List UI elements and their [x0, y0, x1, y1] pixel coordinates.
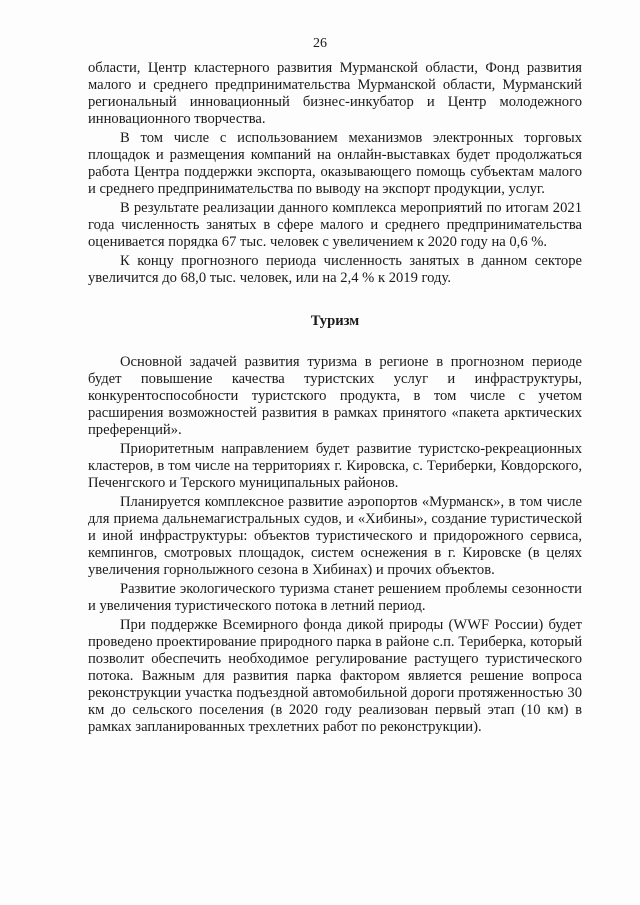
paragraph: В результате реализации данного комплекса мероприятий по итогам 2021 года численность занятых в сфере малого и среднего предпринимательства оценивается порядка 67 тыс. человек с увеличением к 2020 году на 0,6 %. — [88, 200, 582, 250]
page-number: 26 — [313, 36, 327, 51]
paragraph: К концу прогнозного периода численность занятых в данном секторе увеличится до 68,0 тыс. человек, или на 2,4 % к 2019 году. — [88, 253, 582, 286]
paragraph: Приоритетным направлением будет развитие туристско-рекреационных кластеров, в том числе на территориях г. Кировска, с. Териберки, Ковдорского, Печенгского и Терского муниципальных районов. — [88, 441, 582, 491]
section-title: Туризм — [310, 313, 360, 329]
paragraph: При поддержке Всемирного фонда дикой природы (WWF России) будет проведено проектирование природного парка в районе с.п. Териберка, который позволит обеспечить необходимое регулирование растущего туристического потока. Важным для развития парка фактором является решение вопроса реконструкции участка подъездной автомобильной дороги протяженностью 30 км до сельского поселения (в 2020 году реализован первый этап (10 км) в рамках запланированных трехлетних работ по реконструкции). — [88, 617, 582, 735]
document-body — [88, 60, 582, 736]
paragraph: Развитие экологического туризма станет решением проблемы сезонности и увеличения туристического потока в летний период. — [88, 581, 582, 614]
paragraph: Основной задачей развития туризма в регионе в прогнозном периоде будет повышение качества туристских услуг и инфраструктуры, конкурентоспособности туристского продукта, в том числе с учетом расширения возможностей развития в рамках принятого «пакета арктических преференций». — [88, 354, 582, 438]
paragraph: области, Центр кластерного развития Мурманской области, Фонд развития малого и среднего предпринимательства Мурманской области, Мурманский региональный инновационный бизнес-инкубатор и Центр молодежного инновационного творчества. — [88, 60, 582, 127]
paragraph: Планируется комплексное развитие аэропортов «Мурманск», в том числе для приема дальнемагистральных судов, и «Хибины», создание туристической и иной инфраструктуры: объектов туристического и придорожного сервиса, кемпингов, смотровых площадок, систем оснежения в г. Кировске (в целях увеличения горнолыжного сезона в Хибинах) и прочих объектов. — [88, 494, 582, 578]
paragraph: В том числе с использованием механизмов электронных торговых площадок и размещения компаний на онлайн-выставках будет продолжаться работа Центра поддержки экспорта, оказывающего помощь субъектам малого и среднего предпринимательства по выводу на экспорт продукции, услуг. — [88, 130, 582, 197]
